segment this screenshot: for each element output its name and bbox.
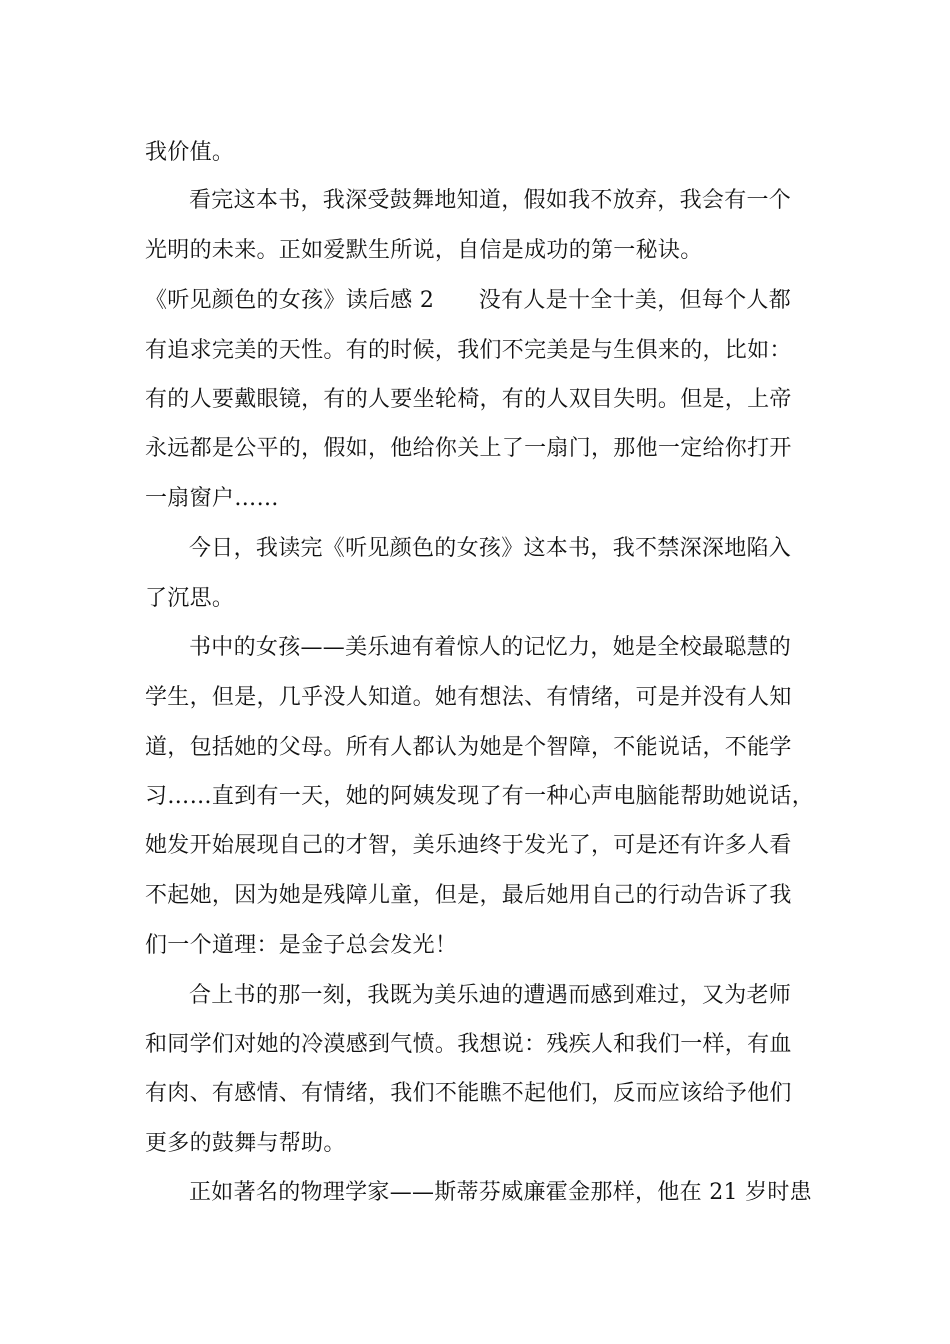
text-line: 有的人要戴眼镜，有的人要坐轮椅，有的人双目失明。但是，上帝 [145, 387, 792, 412]
text-line: 书中的女孩——美乐迪有着惊人的记忆力，她是全校最聪慧的 [189, 635, 792, 660]
text-line: 光明的未来。正如爱默生所说，自信是成功的第一秘诀。 [145, 238, 703, 263]
text-line: 永远都是公平的，假如，他给你关上了一扇门，那他一定给你打开 [145, 436, 792, 461]
text-line: 正如著名的物理学家——斯蒂芬威廉霍金那样，他在 21 岁时患 [189, 1180, 812, 1205]
text-line: 们一个道理：是金子总会发光！ [145, 933, 458, 958]
text-line: 习……直到有一天，她的阿姨发现了有一种心声电脑能帮助她说话， [145, 784, 815, 809]
text-line: 《听见颜色的女孩》读后感 2 没有人是十全十美，但每个人都 [145, 288, 791, 313]
text-line: 有追求完美的天性。有的时候，我们不完美是与生俱来的，比如： [145, 338, 792, 363]
text-line: 了沉思。 [145, 586, 235, 611]
text-line: 学生，但是，几乎没人知道。她有想法、有情绪，可是并没有人知 [145, 685, 792, 710]
text-line: 一扇窗户…… [145, 486, 279, 511]
text-line: 不起她，因为她是残障儿童，但是，最后她用自己的行动告诉了我 [145, 883, 792, 908]
text-line: 更多的鼓舞与帮助。 [145, 1131, 346, 1156]
text-line: 看完这本书，我深受鼓舞地知道，假如我不放弃，我会有一个 [189, 188, 792, 213]
text-line: 道，包括她的父母。所有人都认为她是个智障，不能说话，不能学 [145, 735, 792, 760]
text-line: 今日，我读完《听见颜色的女孩》这本书，我不禁深深地陷入 [189, 536, 792, 561]
text-line: 和同学们对她的冷漠感到气愤。我想说：残疾人和我们一样，有血 [145, 1032, 792, 1057]
text-line: 她发开始展现自己的才智，美乐迪终于发光了，可是还有许多人看 [145, 833, 792, 858]
text-line: 合上书的那一刻，我既为美乐迪的遭遇而感到难过，又为老师 [189, 983, 792, 1008]
text-line: 有肉、有感情、有情绪，我们不能瞧不起他们，反而应该给予他们 [145, 1081, 792, 1106]
text-line: 我价值。 [145, 140, 235, 165]
